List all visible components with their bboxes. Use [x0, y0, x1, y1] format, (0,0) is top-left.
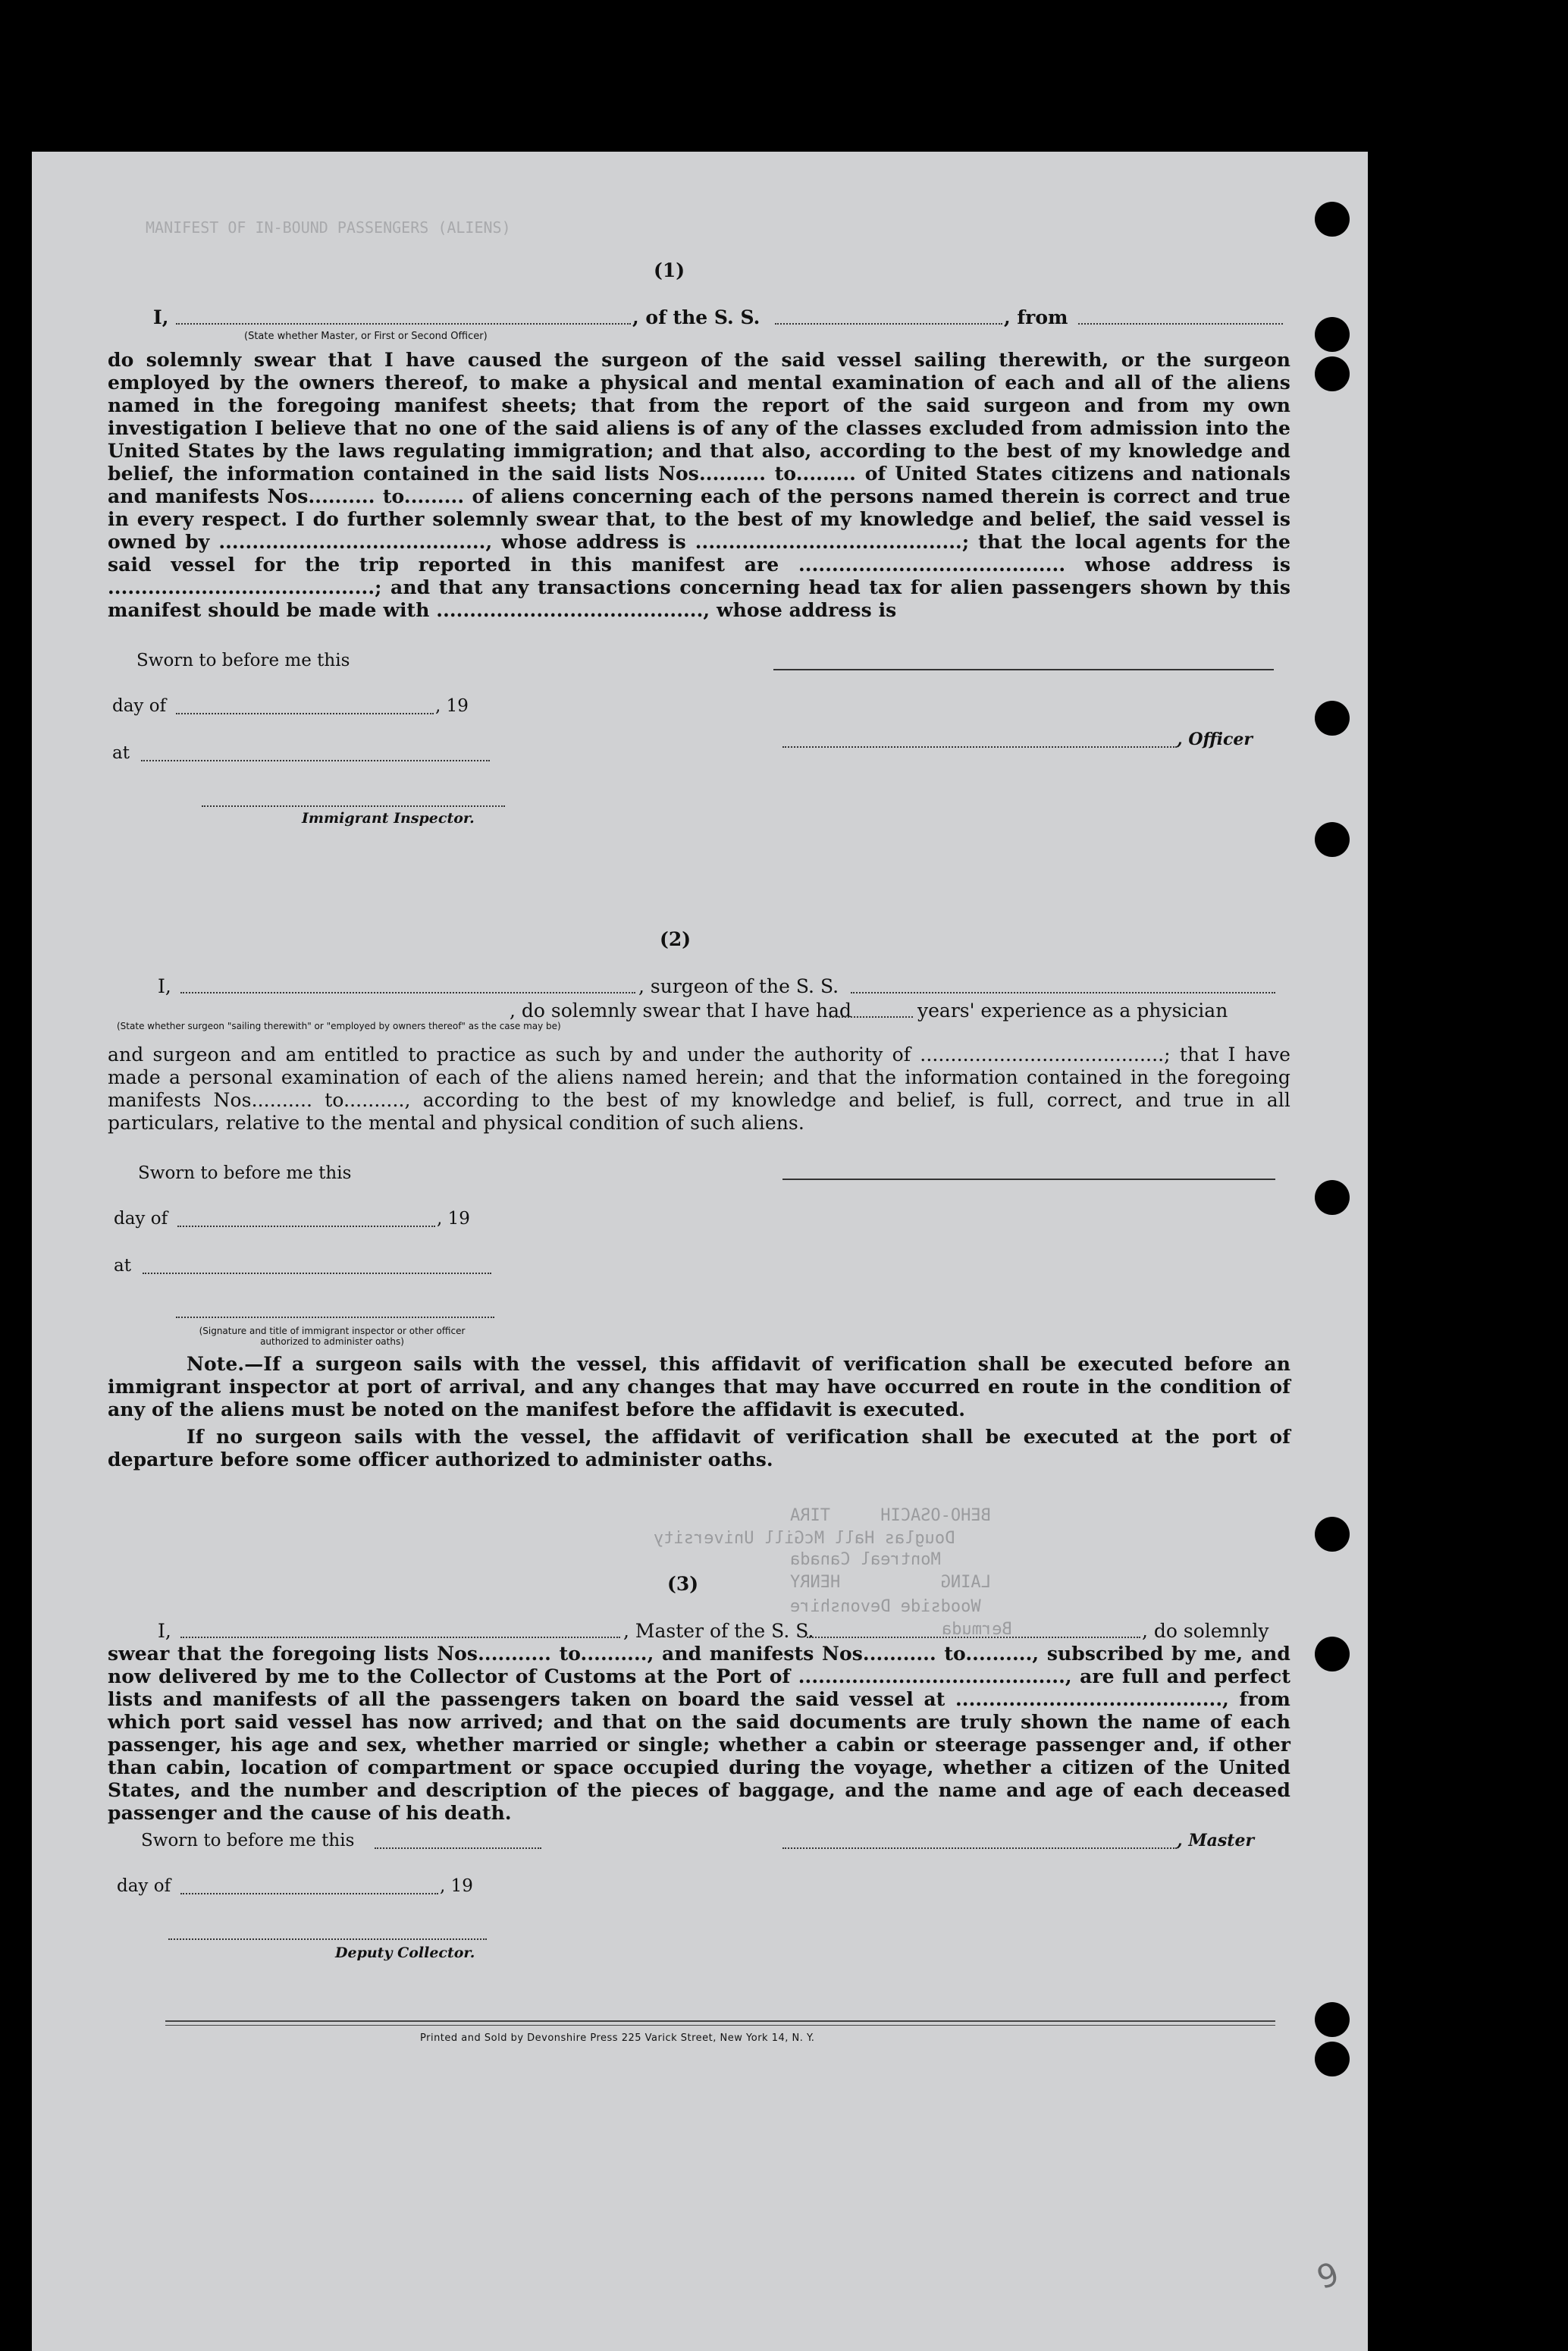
section-1-number: (1): [654, 259, 685, 281]
master-of-label: , Master of the S. S.: [623, 1620, 814, 1642]
punch-hole: [1315, 1637, 1350, 1671]
vessel-name-blank: [775, 323, 1002, 325]
day-of-blank-3: [180, 1893, 438, 1894]
master-sig-line: [782, 1847, 1177, 1849]
years-blank: [829, 1016, 913, 1018]
punch-hole: [1315, 822, 1350, 857]
section-2-number: (2): [660, 928, 691, 950]
punch-hole: [1315, 1180, 1350, 1215]
day-of-blank-1: [176, 713, 434, 714]
surgeon-name-blank: [180, 992, 635, 993]
bleed-through-5: Douglas Hall McGill University: [654, 1529, 955, 1548]
year-label-2: , 19: [437, 1209, 470, 1229]
at-blank-2: [143, 1273, 491, 1274]
bleed-through-6: Montreal Canada: [790, 1550, 941, 1569]
sig-note-2: (Signature and title of immigrant inspector or other officer authorized to administer oaths): [199, 1326, 466, 1347]
printer-line: Printed and Sold by Devonshire Press 225 Varick Street, New York 14, N. Y.: [420, 2032, 815, 2044]
note-paragraph: [108, 1353, 1290, 1421]
inspector-sig-line-1: [202, 805, 505, 807]
punch-hole: [1315, 2002, 1350, 2037]
of-ss-label: , of the S. S.: [632, 306, 760, 328]
day-of-label-2: day of: [114, 1209, 168, 1229]
sworn-label-3: Sworn to before me this: [141, 1831, 355, 1850]
surgeon-vessel-blank: [851, 992, 1275, 993]
punch-hole: [1315, 356, 1350, 391]
master-name-blank: [180, 1637, 620, 1638]
bleed-through-4: BEHO-OSACIH TIRA: [790, 1506, 991, 1525]
section-3-i: I,: [158, 1620, 171, 1642]
punch-hole: [1315, 202, 1350, 237]
sig-line-2-right: [782, 1179, 1275, 1180]
immigrant-inspector-label: Immigrant Inspector.: [302, 810, 475, 827]
section-1-paragraph: do solemnly swear that I have caused the surgeon of the said vessel sailing therewith, or the surgeon employed by the owners thereof, to make a physical and mental examination of each and all of the aliens named in the foregoing manifest sheets; that from the report of the said surgeon and from my own investigation I believe that no one of the said aliens is of any of the classes excluded from admission into the United States by the laws regulating immigration; and that also, according to the best of my knowledge and belief, the information contained in the said lists Nos.......... to......... of United States citizens and nationals and manifests Nos.......... to......... of aliens concerning each of the persons named therein is correct and true in every respect. I do further solemnly swear that, to the best of my knowledge and belief, the said vessel is owned by ........................................, whose address is ........................................; that the local agents for the said vessel for the trip reported in this manifest are ........................................ whose address is ........................................; and that any transactions concerning head tax for alien passengers shown by this manifest should be made with ........................................, whose address is: [108, 349, 1290, 621]
section-3-number: (3): [667, 1573, 699, 1595]
master-label: , Master: [1177, 1831, 1255, 1850]
section-2-paragraph: and surgeon and am entitled to practice as such by and under the authority of ........................................; that I have made a personal examination of each of the aliens named herein; and that the information contained in the foregoing manifests Nos.......... to.........., according to the best of my knowledge and belief, is full, correct, and true in all particulars, relative to the mental and physical condition of such aliens.: [108, 1044, 1290, 1134]
year-label-3: , 19: [440, 1876, 473, 1896]
manifest-page: [32, 152, 1368, 2351]
note-text: —If a surgeon sails with the vessel, this affidavit of verification shall be executed before an immigrant inspector at port of arrival, and any changes that may have occurred en route in the condition of any of the aliens must be noted on the manifest before the affidavit is executed.: [108, 1353, 1290, 1420]
officer-sig-line: [782, 746, 1177, 748]
punch-hole: [1315, 2042, 1350, 2076]
deputy-collector-label: Deputy Collector.: [335, 1945, 475, 1961]
sworn-label-1: Sworn to before me this: [136, 651, 350, 670]
bleed-through-2: Woodside Devonshire: [790, 1597, 981, 1616]
collector-sig-line: [168, 1938, 487, 1940]
punch-hole: [1315, 317, 1350, 352]
bleed-through-3: Bermuda: [942, 1620, 1012, 1639]
state-note-2: (State whether surgeon "sailing therewith" or "employed by owners thereof" as the case may be): [117, 1021, 561, 1031]
day-of-blank-2: [177, 1226, 435, 1227]
footer-rule-top: [165, 2020, 1275, 2022]
day-of-label-1: day of: [112, 696, 167, 716]
footer-rule-bottom: [165, 2025, 1275, 2026]
at-blank-1: [141, 760, 490, 761]
handwritten-page-mark: 9: [1312, 2254, 1344, 2297]
at-label-2: at: [114, 1256, 131, 1276]
surgeon-of-label: , surgeon of the S. S.: [638, 975, 839, 997]
year-label-1: , 19: [435, 696, 469, 716]
note2-paragraph: [108, 1426, 1290, 1471]
years-exp-label: years' experience as a physician: [917, 1000, 1228, 1022]
state-note-1: (State whether Master, or First or Second Officer): [244, 331, 488, 342]
bleed-through-1: LAING HENRY: [790, 1573, 991, 1592]
section-1-i: I,: [153, 306, 169, 328]
officer-sig-line-top: [773, 669, 1274, 670]
officer-label: , Officer: [1177, 730, 1253, 749]
swear-line-label: , do solemnly swear that I have had: [510, 1000, 852, 1022]
sig-line-2: [176, 1317, 494, 1318]
note-label: Note.: [187, 1353, 245, 1375]
from-label: , from: [1004, 306, 1068, 328]
officer-name-blank: [176, 323, 631, 325]
at-label-1: at: [112, 743, 130, 763]
section-2-i: I,: [158, 975, 171, 997]
punch-hole: [1315, 701, 1350, 736]
sworn-blank-3: [375, 1847, 541, 1849]
faded-title: MANIFEST OF IN-BOUND PASSENGERS (ALIENS): [146, 218, 511, 237]
section-3-paragraph: swear that the foregoing lists Nos........... to.........., and manifests Nos........... to.........., subscribed by me, and now delivered by me to the Collector of Customs at the Port of ........................................, are full and perfect lists and manifests of all the passengers taken on board the said vessel at ........................................, from which port said vessel has now arrived; and that on the said documents are truly shown the name of each passenger, his age and sex, whether married or single; whether a cabin or steerage passenger and, if other than cabin, location of compartment or space occupied during the voyage, whether a citizen of the United States, and the number and description of the pieces of baggage, and the name and age of each deceased passenger and the cause of his death.: [108, 1643, 1290, 1824]
from-port-blank: [1078, 323, 1283, 325]
do-solemnly-label: , do solemnly: [1142, 1620, 1269, 1642]
punch-hole: [1315, 1517, 1350, 1552]
sworn-label-2: Sworn to before me this: [138, 1163, 352, 1183]
day-of-label-3: day of: [117, 1876, 171, 1896]
note2-text: If no surgeon sails with the vessel, the affidavit of verification shall be executed at the port of departure before some officer authorized to administer oaths.: [108, 1426, 1290, 1471]
